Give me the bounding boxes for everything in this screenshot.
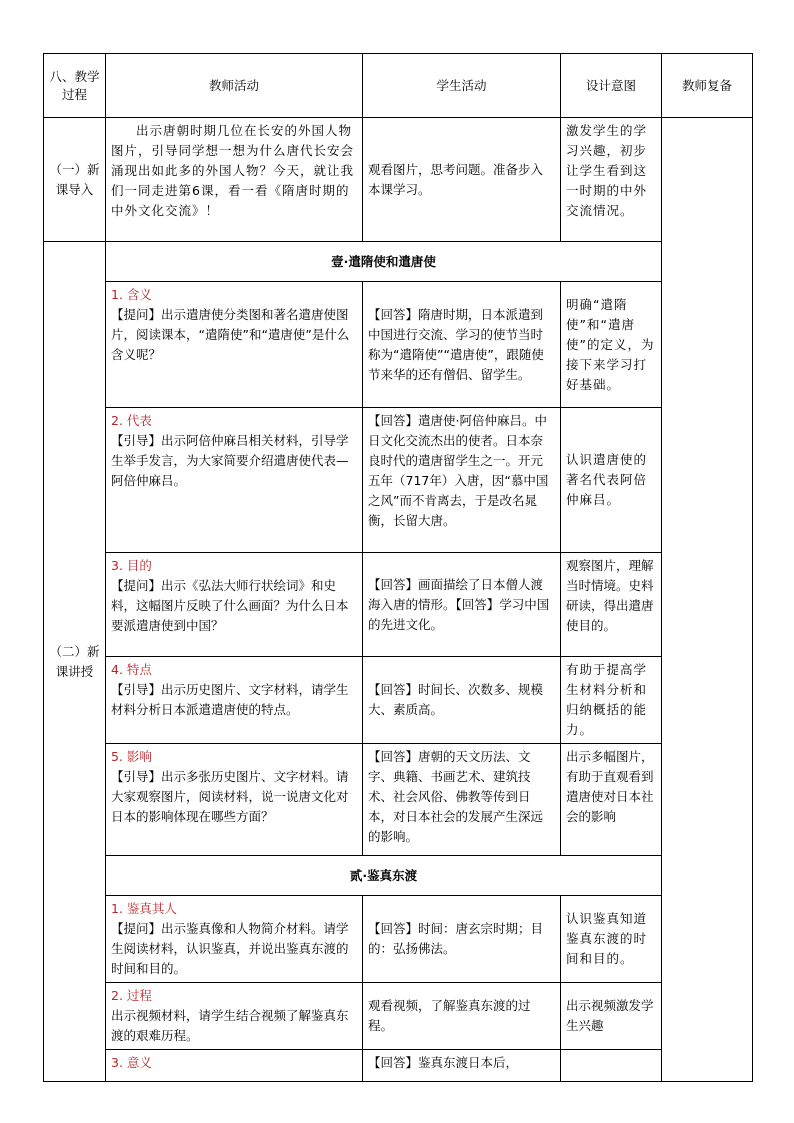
representative-design: 认识遣唐使的著名代表阿倍仲麻吕。 xyxy=(561,408,662,553)
purpose-teacher-text: 【提问】出示《弘法大师行状绘词》和史料，这幅图片反映了什么画面？为什么日本要派遣唐使到中国？ xyxy=(111,578,349,633)
meaning-teacher-text: 【提问】出示遣唐使分类图和著名遣唐使图片，阅读课本，“遣隋使”和“遣唐使”是什么含义呢？ xyxy=(111,307,350,362)
features-teacher-text: 【引导】出示历史图片、文字材料，请学生材料分析日本派遣遣唐使的特点。 xyxy=(111,682,349,717)
jianzhen-teacher-text: 【提问】出示鉴真像和人物简介材料。请学生阅读材料，认识鉴真，并说出鉴真东渡的时间和目的。 xyxy=(111,921,349,976)
purpose-teacher xyxy=(106,553,363,657)
significance-teacher xyxy=(106,1050,363,1082)
intro-design: 激发学生的学习兴趣，初步让学生看到这一时期的中外交流情况。 xyxy=(561,118,662,242)
intro-row xyxy=(44,118,753,242)
row-jianzhen xyxy=(44,896,753,983)
section2-title: 贰·鉴真东渡 xyxy=(106,856,662,896)
process-teacher-text: 出示视频材料，请学生结合视频了解鉴真东渡的艰难历程。 xyxy=(111,1008,349,1043)
impact-design: 出示多幅图片，有助于直观看到遣唐使对日本社会的影响 xyxy=(561,744,662,856)
significance-title: 3. 意义 xyxy=(111,1055,152,1070)
features-student: 【回答】时间长、次数多、规模大、素质高。 xyxy=(363,657,561,744)
section1-row xyxy=(44,242,753,282)
process-title: 2. 过程 xyxy=(111,988,152,1003)
row-significance xyxy=(44,1050,753,1082)
jianzhen-student: 【回答】时间：唐玄宗时期；目的：弘扬佛法。 xyxy=(363,896,561,983)
jianzhen-title: 1. 鉴真其人 xyxy=(111,901,177,916)
notes-column xyxy=(662,118,753,1082)
meaning-teacher xyxy=(106,282,363,408)
purpose-design: 观察图片，理解当时情境。史料研读，得出遣唐使目的。 xyxy=(561,553,662,657)
header-design: 设计意图 xyxy=(561,54,662,118)
purpose-title: 3. 目的 xyxy=(111,558,152,573)
intro-student: 观看图片，思考问题。准备步入本课学习。 xyxy=(363,118,561,242)
meaning-title: 1. 含义 xyxy=(111,287,152,302)
features-teacher xyxy=(106,657,363,744)
representative-teacher-text: 【引导】出示阿倍仲麻吕相关材料，引导学生举手发言，为大家简要介绍遣唐使代表—阿倍仲麻吕。 xyxy=(111,433,349,488)
intro-teacher: 出示唐朝时期几位在长安的外国人物图片，引导同学想一想为什么唐代长安会涌现出如此多的外国人物？今天，就让我们一同走进第6课，看一看《隋唐时期的中外文化交流》！ xyxy=(106,118,363,242)
intro-stage: （一）新课导入 xyxy=(44,118,106,242)
impact-title: 5. 影响 xyxy=(111,749,152,764)
jianzhen-design: 认识鉴真知道鉴真东渡的时间和目的。 xyxy=(561,896,662,983)
jianzhen-teacher xyxy=(106,896,363,983)
process-design: 出示视频激发学生兴趣 xyxy=(561,983,662,1050)
representative-student: 【回答】遣唐使·阿倍仲麻吕。中日文化交流杰出的使者。日本奈良时代的遣唐留学生之一。开元五年（717年）入唐，因“慕中国之风”而不肯离去，于是改名晁衡，长留大唐。 xyxy=(363,408,561,553)
impact-student: 【回答】唐朝的天文历法、文字、典籍、书画艺术、建筑技术、社会风俗、佛教等传到日本，对日本社会的发展产生深远的影响。 xyxy=(363,744,561,856)
row-representative xyxy=(44,408,753,553)
impact-teacher-text: 【引导】出示多张历史图片、文字材料。请大家观察图片，阅读材料，说一说唐文化对日本的影响体现在哪些方面？ xyxy=(111,769,349,824)
header-notes: 教师复备 xyxy=(662,54,753,118)
row-process xyxy=(44,983,753,1050)
significance-design xyxy=(561,1050,662,1082)
header-stage: 八、教学过程 xyxy=(44,54,106,118)
impact-teacher xyxy=(106,744,363,856)
process-teacher xyxy=(106,983,363,1050)
purpose-student: 【回答】画面描绘了日本僧人渡海入唐的情形。【回答】学习中国的先进文化。 xyxy=(363,553,561,657)
lecture-stage: （二）新课讲授 xyxy=(44,242,106,1082)
section2-row xyxy=(44,856,753,896)
meaning-design: 明确“遣隋使”和“遣唐使”的定义，为接下来学习打好基础。 xyxy=(561,282,662,408)
meaning-student: 【回答】隋唐时期，日本派遣到中国进行交流、学习的使节当时称为“遣隋使”“遣唐使”，跟随使节来华的还有僧侣、留学生。 xyxy=(363,282,561,408)
features-title: 4. 特点 xyxy=(111,662,152,677)
representative-teacher xyxy=(106,408,363,553)
row-features xyxy=(44,657,753,744)
row-purpose xyxy=(44,553,753,657)
lesson-plan-table xyxy=(43,53,753,1082)
row-meaning xyxy=(44,282,753,408)
header-teacher: 教师活动 xyxy=(106,54,363,118)
features-design: 有助于提高学生材料分析和归纳概括的能力。 xyxy=(561,657,662,744)
significance-student: 【回答】鉴真东渡日本后， xyxy=(363,1050,561,1082)
process-student: 观看视频，了解鉴真东渡的过程。 xyxy=(363,983,561,1050)
row-impact xyxy=(44,744,753,856)
representative-title: 2. 代表 xyxy=(111,413,152,428)
header-student: 学生活动 xyxy=(363,54,561,118)
section1-title: 壹·遣隋使和遣唐使 xyxy=(106,242,662,282)
header-row xyxy=(44,54,753,118)
